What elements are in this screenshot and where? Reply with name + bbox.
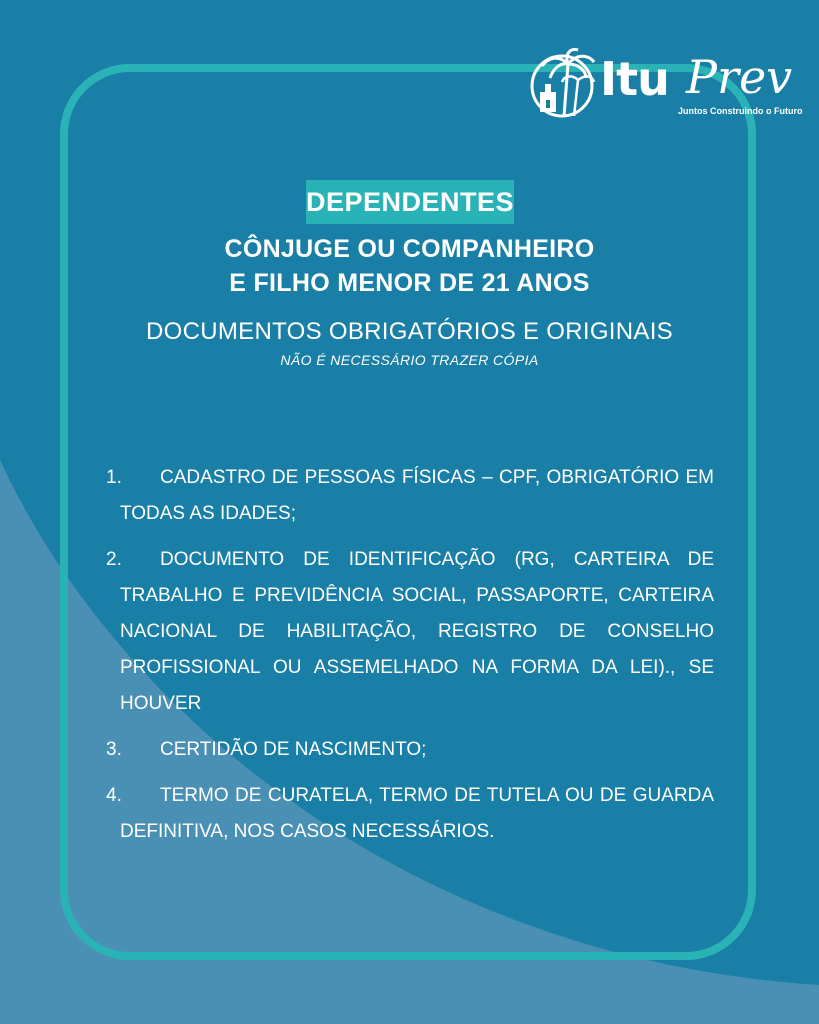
logo-tagline: Juntos Construindo o Futuro	[678, 106, 803, 116]
list-item-text: DOCUMENTO DE IDENTIFICAÇÃO (RG, CARTEIRA DE TRABALHO E PREVIDÊNCIA SOCIAL, PASSAPORTE, CARTEIRA NACIONAL DE HABILITAÇÃO, REGISTRO DE CONSELHO PROFISSIONAL OU ASSEMELHADO NA FORMA DA LEI)., SE HOUVER	[120, 549, 714, 714]
dependentes-badge: DEPENDENTES	[306, 180, 514, 224]
list-item	[106, 460, 714, 532]
list-item-number: 2.	[106, 549, 122, 570]
list-item-text: TERMO DE CURATELA, TERMO DE TUTELA OU DE GUARDA DEFINITIVA, NOS CASOS NECESSÁRIOS.	[120, 785, 714, 842]
title-line-1: CÔNJUGE OU COMPANHEIRO	[224, 235, 595, 263]
list-item	[106, 778, 714, 850]
page-title	[0, 232, 819, 300]
list-item-text: CERTIDÃO DE NASCIMENTO;	[160, 739, 427, 760]
logo-wordmark-prev: Prev	[686, 50, 793, 104]
documents-subtitle: DOCUMENTOS OBRIGATÓRIOS E ORIGINAIS	[145, 318, 673, 345]
title-line-2: E FILHO MENOR DE 21 ANOS	[229, 269, 590, 297]
list-item-number: 4.	[106, 785, 122, 806]
list-item-number: 3.	[106, 739, 122, 760]
documents-list	[106, 460, 714, 860]
list-item-text: CADASTRO DE PESSOAS FÍSICAS – CPF, OBRIGATÓRIO EM TODAS AS IDADES;	[120, 467, 714, 524]
logo-wordmark-itu: Itu	[600, 52, 669, 106]
copy-note: NÃO É NECESSÁRIO TRAZER CÓPIA	[280, 352, 539, 368]
list-item	[106, 542, 714, 722]
list-item	[106, 732, 714, 768]
list-item-number: 1.	[106, 467, 122, 488]
